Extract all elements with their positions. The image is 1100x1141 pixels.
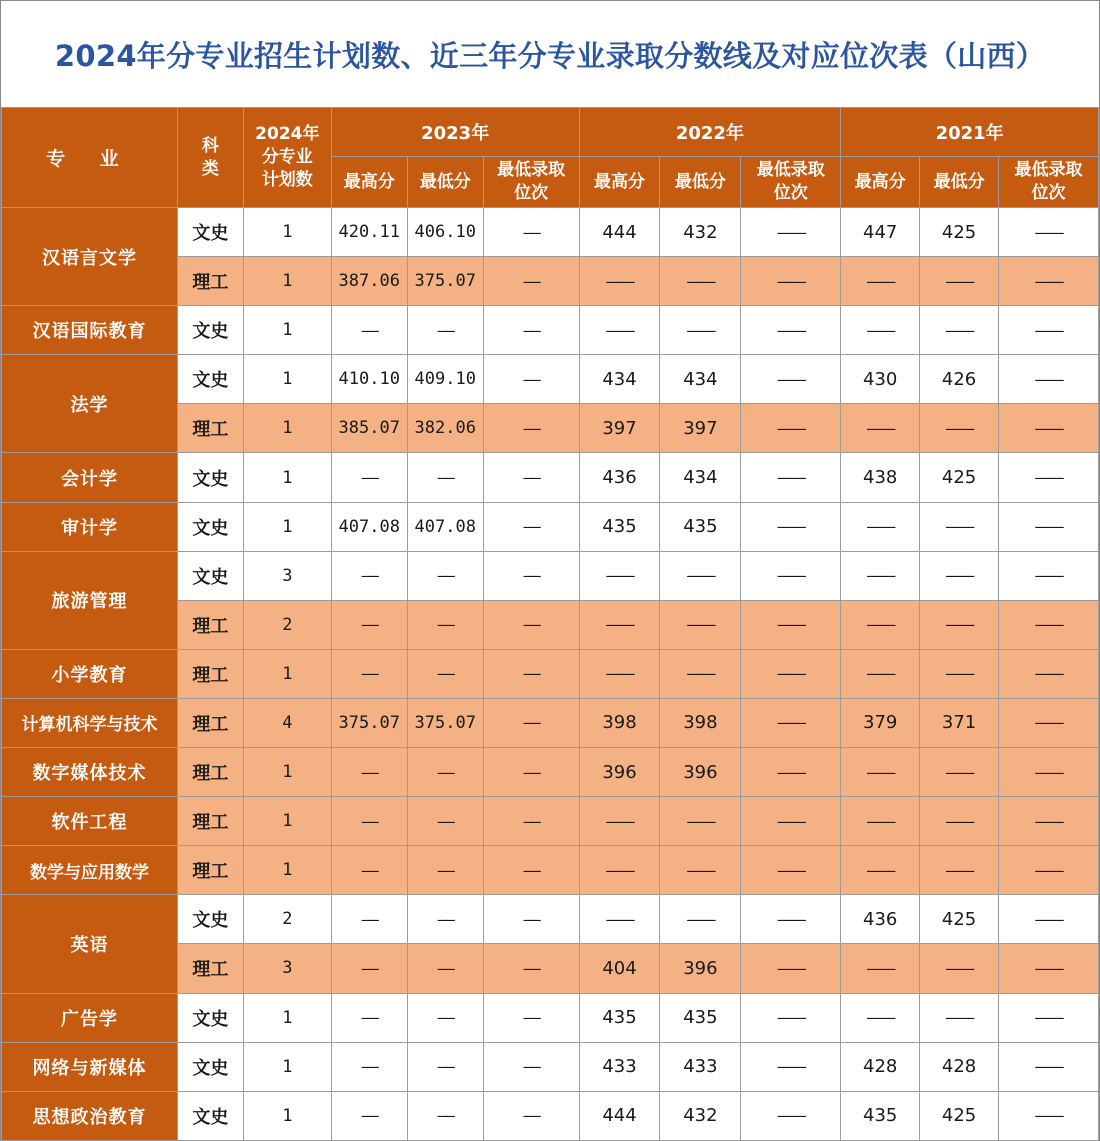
2022-max-score-cell: ——	[579, 797, 660, 846]
2021-max-score-cell: 435	[841, 1091, 920, 1140]
header-2022-min: 最低分	[660, 157, 741, 208]
2023-max-score-cell: 407.08	[331, 502, 407, 551]
category-cell: 理工	[177, 600, 243, 649]
2023-max-score-cell: ——	[331, 649, 407, 698]
category-cell: 理工	[177, 698, 243, 747]
table-row	[2, 355, 1099, 404]
category-cell: 理工	[177, 404, 243, 453]
header-2023-max: 最高分	[331, 157, 407, 208]
2022-max-score-cell: 444	[579, 208, 660, 257]
2023-min-rank-cell: ——	[483, 257, 579, 306]
2021-max-score-cell: ——	[841, 846, 920, 895]
2023-max-score-cell: 410.10	[331, 355, 407, 404]
2021-max-score-cell: ——	[841, 797, 920, 846]
2021-min-rank-cell: ——	[999, 551, 1099, 600]
2023-max-score-cell: ——	[331, 944, 407, 993]
2021-max-score-cell: 447	[841, 208, 920, 257]
category-cell: 理工	[177, 797, 243, 846]
2023-max-score-cell: ——	[331, 1091, 407, 1140]
2023-min-score-cell: ——	[407, 944, 483, 993]
major-name-cell: 网络与新媒体	[2, 1042, 178, 1091]
2022-max-score-cell: 404	[579, 944, 660, 993]
2022-min-rank-cell: ——	[741, 208, 841, 257]
2021-min-score-cell: 425	[920, 1091, 999, 1140]
header-2021-max: 最高分	[841, 157, 920, 208]
category-cell: 文史	[177, 453, 243, 502]
category-cell: 文史	[177, 895, 243, 944]
2022-min-rank-cell: ——	[741, 748, 841, 797]
header-2023-min: 最低分	[407, 157, 483, 208]
table-body	[2, 208, 1099, 1141]
2021-min-score-cell: ——	[920, 649, 999, 698]
table-row	[2, 1042, 1099, 1091]
table-row	[2, 551, 1099, 600]
2022-min-rank-cell: ——	[741, 649, 841, 698]
2021-min-rank-cell: ——	[999, 748, 1099, 797]
2021-max-score-cell: ——	[841, 257, 920, 306]
2021-min-score-cell: ——	[920, 748, 999, 797]
2022-max-score-cell: ——	[579, 257, 660, 306]
2021-min-score-cell: 425	[920, 453, 999, 502]
header-2023-rank-text: 最低录取 位次	[497, 160, 566, 203]
category-cell: 理工	[177, 257, 243, 306]
category-cell: 理工	[177, 748, 243, 797]
table-row	[2, 502, 1099, 551]
2022-min-rank-cell: ——	[741, 453, 841, 502]
2021-min-score-cell: 426	[920, 355, 999, 404]
2022-min-score-cell: 398	[660, 698, 741, 747]
plan-count-cell: 2	[243, 600, 331, 649]
header-2023-rank	[483, 157, 579, 208]
major-name-cell: 计算机科学与技术	[2, 698, 178, 747]
2023-min-rank-cell: ——	[483, 698, 579, 747]
2023-min-score-cell: 375.07	[407, 257, 483, 306]
header-year-2023: 2023年	[331, 108, 579, 157]
header-2021-rank-text: 最低录取 位次	[1014, 160, 1083, 203]
2021-min-rank-cell: ——	[999, 797, 1099, 846]
header-major: 专 业	[2, 108, 178, 208]
2021-min-rank-cell: ——	[999, 600, 1099, 649]
category-cell: 文史	[177, 208, 243, 257]
2021-max-score-cell: ——	[841, 404, 920, 453]
2021-min-rank-cell: ——	[999, 993, 1099, 1042]
2023-min-rank-cell: ——	[483, 649, 579, 698]
major-name-cell: 旅游管理	[2, 551, 178, 649]
2022-max-score-cell: ——	[579, 600, 660, 649]
2023-min-rank-cell: ——	[483, 600, 579, 649]
2021-min-rank-cell: ——	[999, 306, 1099, 355]
2022-min-score-cell: 434	[660, 355, 741, 404]
2023-min-rank-cell: ——	[483, 748, 579, 797]
2023-min-score-cell: ——	[407, 1091, 483, 1140]
table-row	[2, 453, 1099, 502]
2022-max-score-cell: 398	[579, 698, 660, 747]
page-title: 2024年分专业招生计划数、近三年分专业录取分数线及对应位次表（山西）	[54, 38, 1046, 73]
2023-min-score-cell: 409.10	[407, 355, 483, 404]
header-2021-rank	[999, 157, 1099, 208]
plan-count-cell: 2	[243, 895, 331, 944]
table-row	[2, 698, 1099, 747]
2021-max-score-cell: ——	[841, 944, 920, 993]
2021-min-rank-cell: ——	[999, 355, 1099, 404]
plan-count-cell: 1	[243, 355, 331, 404]
category-cell: 文史	[177, 1042, 243, 1091]
2021-min-score-cell: 371	[920, 698, 999, 747]
plan-count-cell: 4	[243, 698, 331, 747]
2023-min-score-cell: ——	[407, 306, 483, 355]
major-name-cell: 软件工程	[2, 797, 178, 846]
plan-count-cell: 1	[243, 1042, 331, 1091]
2021-max-score-cell: ——	[841, 306, 920, 355]
2021-min-rank-cell: ——	[999, 257, 1099, 306]
2023-min-score-cell: ——	[407, 649, 483, 698]
plan-count-cell: 1	[243, 502, 331, 551]
2022-max-score-cell: 396	[579, 748, 660, 797]
2023-max-score-cell: ——	[331, 846, 407, 895]
header-2021-min: 最低分	[920, 157, 999, 208]
2023-min-rank-cell: ——	[483, 944, 579, 993]
2022-min-rank-cell: ——	[741, 404, 841, 453]
2023-max-score-cell: 387.06	[331, 257, 407, 306]
2021-min-rank-cell: ——	[999, 846, 1099, 895]
2021-min-rank-cell: ——	[999, 404, 1099, 453]
2022-min-score-cell: 432	[660, 208, 741, 257]
2021-min-score-cell: 425	[920, 895, 999, 944]
2023-min-score-cell: ——	[407, 846, 483, 895]
plan-count-cell: 1	[243, 797, 331, 846]
table-row	[2, 895, 1099, 944]
2021-min-rank-cell: ——	[999, 502, 1099, 551]
2022-max-score-cell: ——	[579, 846, 660, 895]
2021-min-rank-cell: ——	[999, 698, 1099, 747]
table-row	[2, 748, 1099, 797]
2021-max-score-cell: ——	[841, 600, 920, 649]
2022-min-score-cell: 434	[660, 453, 741, 502]
2021-min-rank-cell: ——	[999, 944, 1099, 993]
2022-min-score-cell: ——	[660, 797, 741, 846]
header-category	[177, 108, 243, 208]
2023-max-score-cell: ——	[331, 748, 407, 797]
2021-max-score-cell: ——	[841, 551, 920, 600]
2023-max-score-cell: ——	[331, 895, 407, 944]
plan-count-cell: 1	[243, 993, 331, 1042]
2021-max-score-cell: 379	[841, 698, 920, 747]
table-row	[2, 208, 1099, 257]
2023-min-score-cell: 407.08	[407, 502, 483, 551]
2022-max-score-cell: ——	[579, 551, 660, 600]
2023-min-rank-cell: ——	[483, 797, 579, 846]
plan-count-cell: 1	[243, 649, 331, 698]
2023-min-rank-cell: ——	[483, 551, 579, 600]
2023-max-score-cell: ——	[331, 993, 407, 1042]
2023-min-score-cell: 406.10	[407, 208, 483, 257]
major-name-cell: 汉语国际教育	[2, 306, 178, 355]
2022-min-score-cell: ——	[660, 551, 741, 600]
2022-min-rank-cell: ——	[741, 502, 841, 551]
2021-min-rank-cell: ——	[999, 1091, 1099, 1140]
major-name-cell: 法学	[2, 355, 178, 453]
major-name-cell: 广告学	[2, 993, 178, 1042]
header-year-2021: 2021年	[841, 108, 1099, 157]
2022-min-score-cell: ——	[660, 895, 741, 944]
2021-min-score-cell: ——	[920, 797, 999, 846]
header-2022-rank	[741, 157, 841, 208]
2021-min-score-cell: 425	[920, 208, 999, 257]
2023-min-rank-cell: ——	[483, 502, 579, 551]
plan-count-cell: 3	[243, 551, 331, 600]
2021-max-score-cell: 430	[841, 355, 920, 404]
2022-max-score-cell: 397	[579, 404, 660, 453]
2022-max-score-cell: 434	[579, 355, 660, 404]
2021-max-score-cell: ——	[841, 993, 920, 1042]
2022-max-score-cell: 435	[579, 502, 660, 551]
2023-min-rank-cell: ——	[483, 1042, 579, 1091]
2021-min-score-cell: ——	[920, 306, 999, 355]
2023-min-score-cell: ——	[407, 993, 483, 1042]
2021-min-rank-cell: ——	[999, 208, 1099, 257]
2022-min-score-cell: ——	[660, 649, 741, 698]
2023-max-score-cell: 385.07	[331, 404, 407, 453]
2022-min-rank-cell: ——	[741, 895, 841, 944]
2022-min-score-cell: ——	[660, 306, 741, 355]
2022-min-rank-cell: ——	[741, 1042, 841, 1091]
category-cell: 文史	[177, 502, 243, 551]
2022-min-score-cell: ——	[660, 600, 741, 649]
table-row	[2, 797, 1099, 846]
plan-count-cell: 1	[243, 208, 331, 257]
2022-min-rank-cell: ——	[741, 257, 841, 306]
2021-max-score-cell: ——	[841, 502, 920, 551]
2021-min-score-cell: ——	[920, 993, 999, 1042]
2023-min-score-cell: ——	[407, 895, 483, 944]
2021-max-score-cell: 428	[841, 1042, 920, 1091]
2023-min-rank-cell: ——	[483, 208, 579, 257]
2021-min-score-cell: ——	[920, 502, 999, 551]
2022-min-rank-cell: ——	[741, 797, 841, 846]
table-row	[2, 649, 1099, 698]
header-2022-max: 最高分	[579, 157, 660, 208]
2022-min-rank-cell: ——	[741, 1091, 841, 1140]
2021-min-score-cell: ——	[920, 551, 999, 600]
major-name-cell: 审计学	[2, 502, 178, 551]
2023-max-score-cell: ——	[331, 1042, 407, 1091]
2023-max-score-cell: ——	[331, 306, 407, 355]
2021-max-score-cell: ——	[841, 748, 920, 797]
category-cell: 文史	[177, 306, 243, 355]
2021-max-score-cell: ——	[841, 649, 920, 698]
2022-min-rank-cell: ——	[741, 355, 841, 404]
2023-min-score-cell: ——	[407, 1042, 483, 1091]
2022-min-score-cell: 432	[660, 1091, 741, 1140]
2022-min-rank-cell: ——	[741, 944, 841, 993]
table-row	[2, 1091, 1099, 1140]
plan-count-cell: 1	[243, 748, 331, 797]
2023-min-rank-cell: ——	[483, 453, 579, 502]
2022-min-rank-cell: ——	[741, 551, 841, 600]
2022-max-score-cell: 444	[579, 1091, 660, 1140]
2022-max-score-cell: ——	[579, 306, 660, 355]
plan-count-cell: 1	[243, 1091, 331, 1140]
2022-min-score-cell: 435	[660, 993, 741, 1042]
plan-count-cell: 1	[243, 453, 331, 502]
2023-max-score-cell: ——	[331, 600, 407, 649]
2022-min-rank-cell: ——	[741, 846, 841, 895]
2021-min-score-cell: ——	[920, 257, 999, 306]
2023-min-rank-cell: ——	[483, 846, 579, 895]
2023-max-score-cell: ——	[331, 551, 407, 600]
major-name-cell: 思想政治教育	[2, 1091, 178, 1140]
2021-min-score-cell: ——	[920, 404, 999, 453]
header-2022-rank-text: 最低录取 位次	[756, 160, 825, 203]
header-row-years	[2, 108, 1099, 157]
category-cell: 文史	[177, 1091, 243, 1140]
header-plan	[243, 108, 331, 208]
major-name-cell: 小学教育	[2, 649, 178, 698]
category-cell: 理工	[177, 846, 243, 895]
2023-max-score-cell: 375.07	[331, 698, 407, 747]
2021-min-rank-cell: ——	[999, 1042, 1099, 1091]
category-cell: 理工	[177, 944, 243, 993]
header-category-text: 科 类	[201, 135, 219, 179]
2021-min-rank-cell: ——	[999, 649, 1099, 698]
2022-max-score-cell: ——	[579, 649, 660, 698]
2021-min-score-cell: ——	[920, 846, 999, 895]
2023-min-rank-cell: ——	[483, 404, 579, 453]
2022-min-rank-cell: ——	[741, 600, 841, 649]
table-row	[2, 993, 1099, 1042]
2023-min-score-cell: 375.07	[407, 698, 483, 747]
header-year-2022: 2022年	[579, 108, 841, 157]
header-plan-text: 2024年 分专业 计划数	[255, 124, 320, 190]
plan-count-cell: 1	[243, 257, 331, 306]
2022-min-score-cell: 396	[660, 944, 741, 993]
2022-min-rank-cell: ——	[741, 698, 841, 747]
2022-min-score-cell: ——	[660, 846, 741, 895]
2021-min-score-cell: ——	[920, 944, 999, 993]
plan-count-cell: 1	[243, 306, 331, 355]
plan-count-cell: 1	[243, 846, 331, 895]
major-name-cell: 会计学	[2, 453, 178, 502]
2023-max-score-cell: ——	[331, 453, 407, 502]
major-name-cell: 汉语言文学	[2, 208, 178, 306]
2022-max-score-cell: 435	[579, 993, 660, 1042]
2022-max-score-cell: 436	[579, 453, 660, 502]
2023-max-score-cell: ——	[331, 797, 407, 846]
2023-min-rank-cell: ——	[483, 306, 579, 355]
2023-min-score-cell: ——	[407, 453, 483, 502]
category-cell: 文史	[177, 993, 243, 1042]
2023-min-score-cell: 382.06	[407, 404, 483, 453]
category-cell: 文史	[177, 551, 243, 600]
2022-min-rank-cell: ——	[741, 306, 841, 355]
2023-min-score-cell: ——	[407, 797, 483, 846]
2022-min-score-cell: 433	[660, 1042, 741, 1091]
2022-max-score-cell: ——	[579, 895, 660, 944]
2023-min-rank-cell: ——	[483, 993, 579, 1042]
2022-min-rank-cell: ——	[741, 993, 841, 1042]
table-row	[2, 306, 1099, 355]
plan-count-cell: 1	[243, 404, 331, 453]
category-cell: 理工	[177, 649, 243, 698]
table-row	[2, 846, 1099, 895]
2022-max-score-cell: 433	[579, 1042, 660, 1091]
admission-score-table	[1, 107, 1099, 1141]
2021-max-score-cell: 436	[841, 895, 920, 944]
plan-count-cell: 3	[243, 944, 331, 993]
2022-min-score-cell: 397	[660, 404, 741, 453]
major-name-cell: 英语	[2, 895, 178, 993]
2023-min-score-cell: ——	[407, 748, 483, 797]
major-name-cell: 数字媒体技术	[2, 748, 178, 797]
category-cell: 文史	[177, 355, 243, 404]
2021-max-score-cell: 438	[841, 453, 920, 502]
2021-min-score-cell: 428	[920, 1042, 999, 1091]
2023-min-score-cell: ——	[407, 551, 483, 600]
2022-min-score-cell: 435	[660, 502, 741, 551]
2021-min-score-cell: ——	[920, 600, 999, 649]
2023-min-rank-cell: ——	[483, 1091, 579, 1140]
2022-min-score-cell: 396	[660, 748, 741, 797]
2023-max-score-cell: 420.11	[331, 208, 407, 257]
2021-min-rank-cell: ——	[999, 895, 1099, 944]
major-name-cell: 数学与应用数学	[2, 846, 178, 895]
2023-min-rank-cell: ——	[483, 895, 579, 944]
2023-min-rank-cell: ——	[483, 355, 579, 404]
2021-min-rank-cell: ——	[999, 453, 1099, 502]
2022-min-score-cell: ——	[660, 257, 741, 306]
2023-min-score-cell: ——	[407, 600, 483, 649]
